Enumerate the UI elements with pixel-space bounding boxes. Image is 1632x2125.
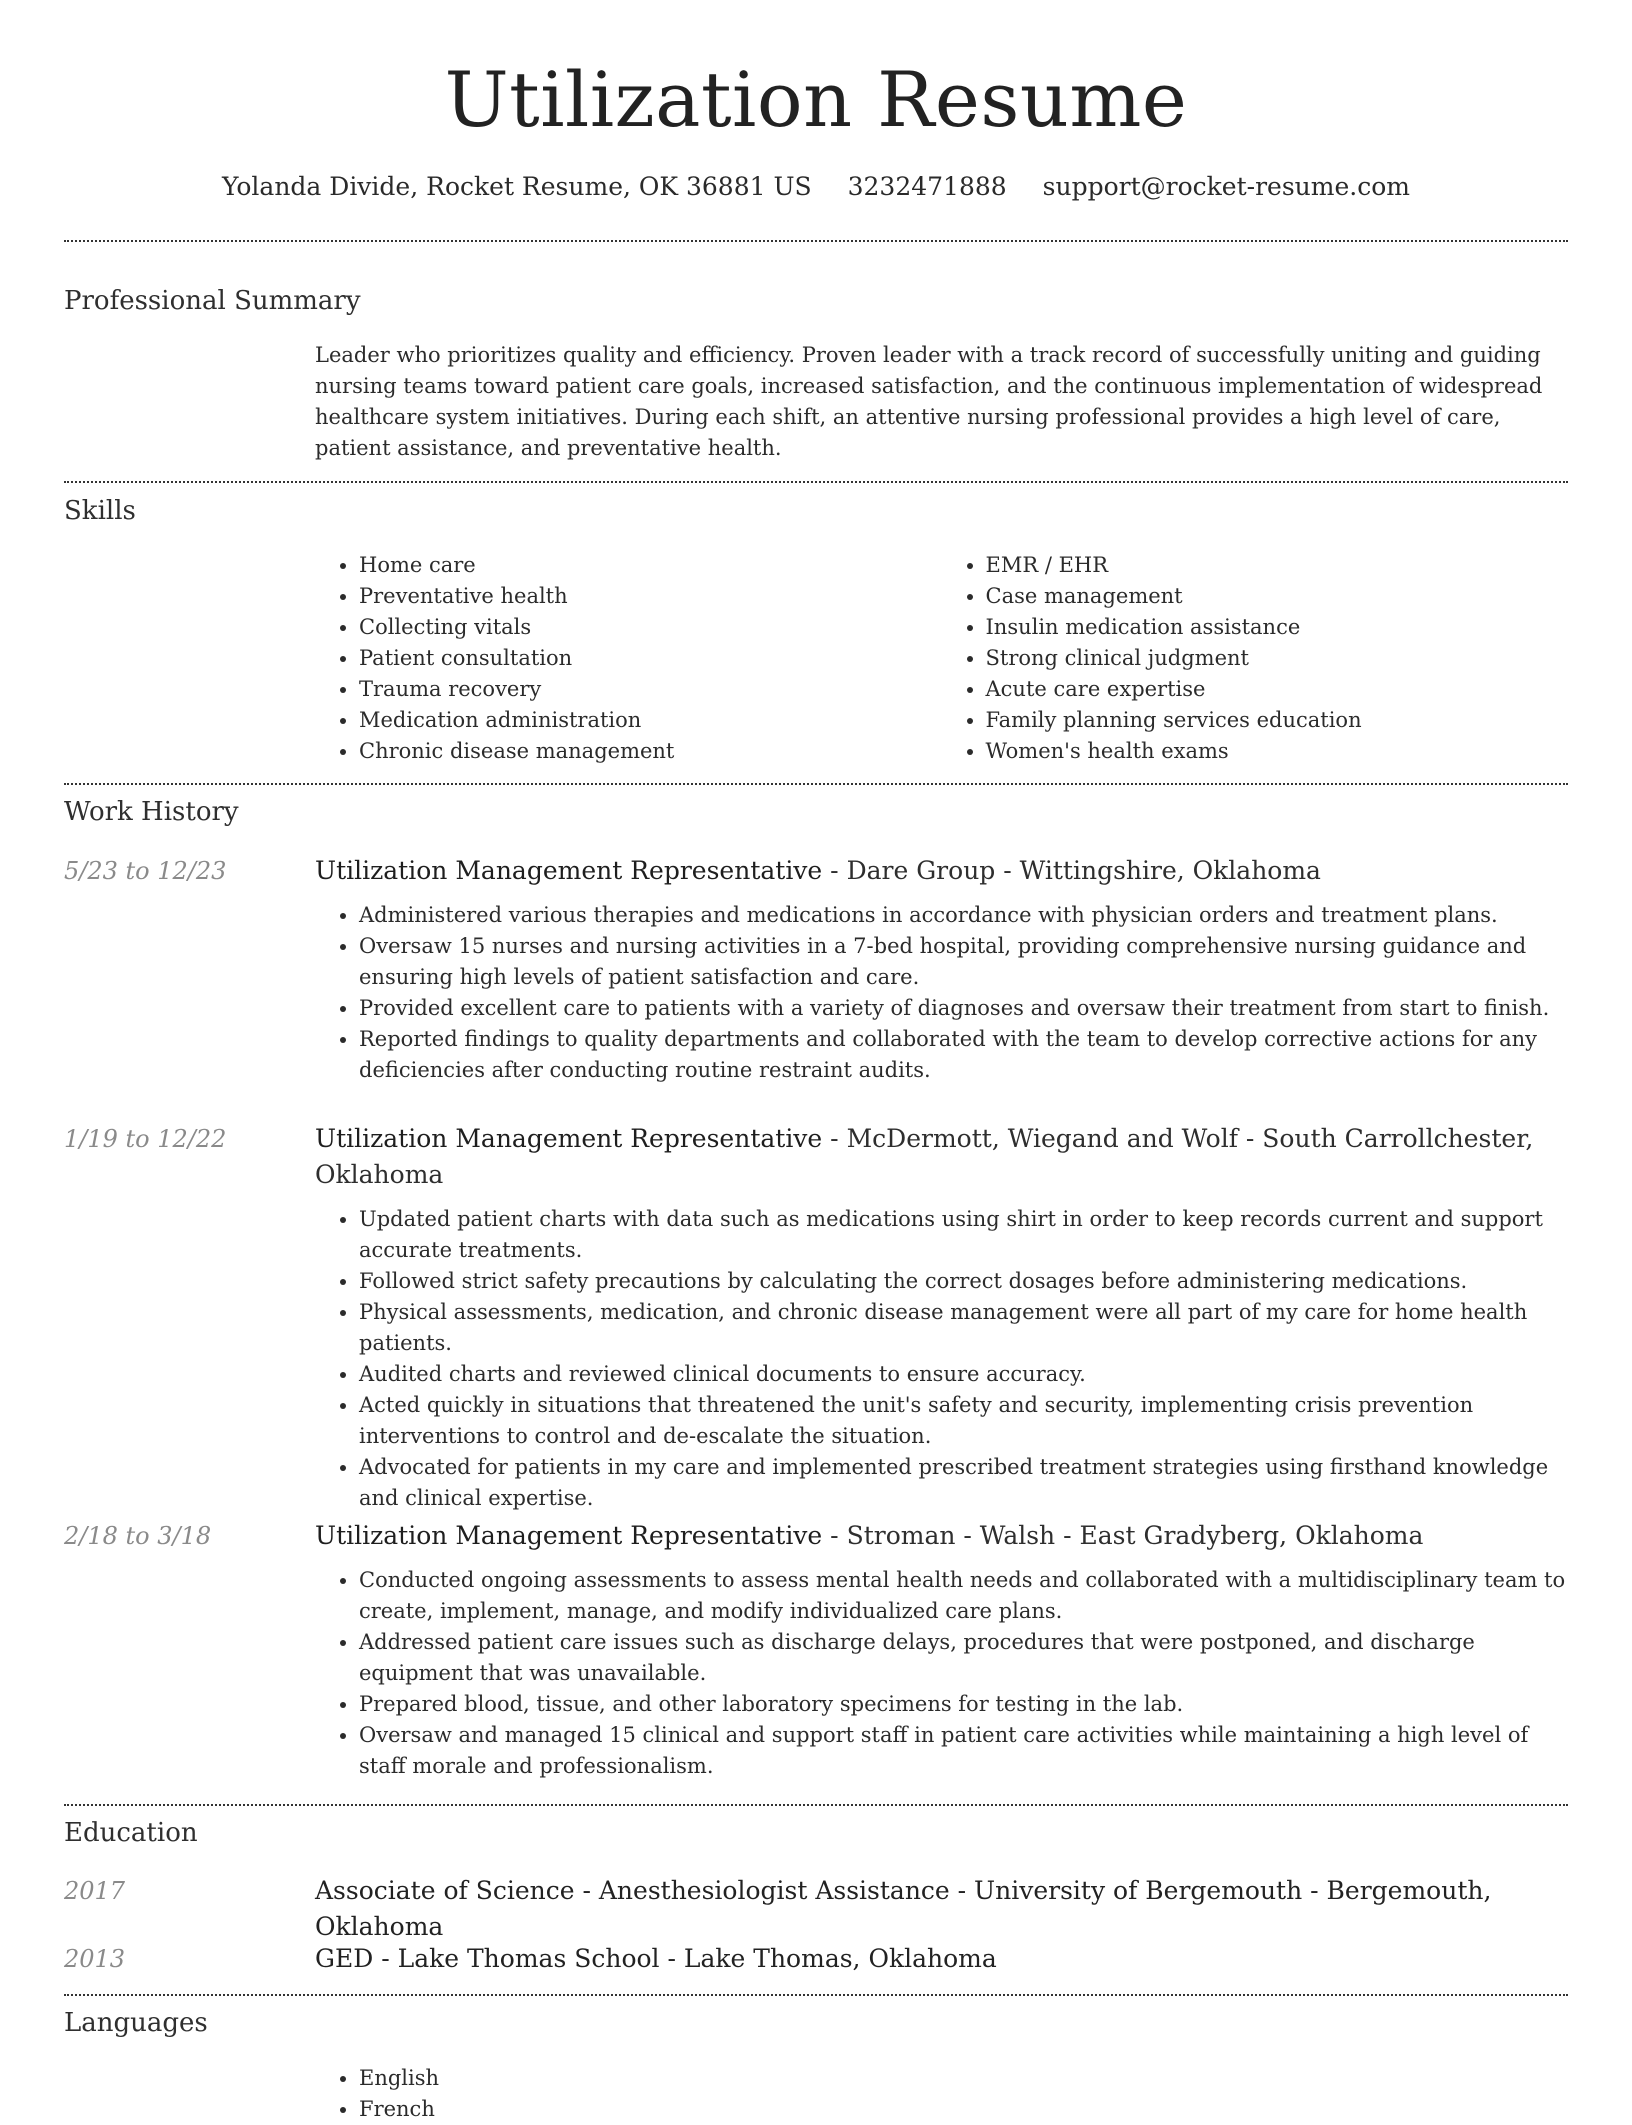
job-role: Utilization Management Representative — [315, 856, 823, 885]
work-heading: Work History — [64, 797, 239, 827]
contact-email: support@rocket-resume.com — [1042, 172, 1410, 201]
job-bullet: • Audited charts and reviewed clinical documents to ensure accuracy. — [359, 1359, 1568, 1390]
education-text: GED - Lake Thomas School - Lake Thomas, Oklahoma — [315, 1944, 997, 1973]
job-bullet: • Reported findings to quality departments and collaborated with the team to develop corrective actions for any deficiencies after conducting routine restraint audits. — [359, 1024, 1568, 1086]
summary-heading: Professional Summary — [64, 286, 361, 316]
language-item: • French — [359, 2094, 1568, 2125]
job-heading — [315, 1518, 1568, 1554]
contact-address: Yolanda Divide, Rocket Resume, OK 36881 US — [222, 172, 812, 201]
skill-item: • Collecting vitals — [359, 612, 942, 643]
job-bullets — [315, 900, 1568, 1086]
job-employer-location: - Stroman - Walsh - East Gradyberg, Oklahoma — [822, 1521, 1424, 1550]
job-entry — [315, 853, 1568, 1086]
job-bullet: • Followed strict safety precautions by calculating the correct dosages before administering medications. — [359, 1266, 1568, 1297]
job-bullet: • Physical assessments, medication, and chronic disease management were all part of my care for home health patients. — [359, 1297, 1568, 1359]
job-heading — [315, 1121, 1568, 1193]
education-heading: Education — [64, 1818, 198, 1848]
job-bullet: • Updated patient charts with data such as medications using shirt in order to keep records current and support accurate treatments. — [359, 1204, 1568, 1266]
skill-item: • Trauma recovery — [359, 674, 942, 705]
skill-item: • Family planning services education — [986, 705, 1569, 736]
skill-item: • Case management — [986, 581, 1569, 612]
skill-item: • Preventative health — [359, 581, 942, 612]
skill-item: • Acute care expertise — [986, 674, 1569, 705]
job-bullets — [315, 1204, 1568, 1514]
job-dates: 2/18 to 3/18 — [64, 1522, 212, 1550]
skill-item: • Women's health exams — [986, 736, 1569, 767]
education-entry — [315, 1873, 1568, 1945]
job-bullet: • Oversaw and managed 15 clinical and support staff in patient care activities while maintaining a high level of staff morale and professionalism. — [359, 1720, 1568, 1782]
summary-body — [315, 340, 1568, 464]
divider — [64, 783, 1568, 785]
summary-text: Leader who prioritizes quality and efficiency. Proven leader with a track record of successfully uniting and guiding nursing teams toward patient care goals, increased satisfaction, and the continuous implementation of widespread healthcare system initiatives. During each shift, an attentive nursing professional provides a high level of care, patient assistance, and preventative health. — [315, 343, 1543, 460]
skill-item: • Chronic disease management — [359, 736, 942, 767]
job-heading — [315, 853, 1568, 889]
job-bullet: • Oversaw 15 nurses and nursing activities in a 7-bed hospital, providing comprehensive nursing guidance and ensuring high levels of patient satisfaction and care. — [359, 931, 1568, 993]
languages-bullets — [315, 2063, 1568, 2125]
skill-item: • Medication administration — [359, 705, 942, 736]
job-bullet: • Advocated for patients in my care and implemented prescribed treatment strategies using firsthand knowledge and clinical expertise. — [359, 1452, 1568, 1514]
contact-phone: 3232471888 — [847, 172, 1007, 201]
job-bullet: • Acted quickly in situations that threatened the unit's safety and security, implementing crisis prevention interventions to control and de-escalate the situation. — [359, 1390, 1568, 1452]
skill-item: • Insulin medication assistance — [986, 612, 1569, 643]
education-entry — [315, 1941, 1568, 1977]
divider — [64, 481, 1568, 483]
job-bullet: • Provided excellent care to patients with a variety of diagnoses and oversaw their treatment from start to finish. — [359, 993, 1568, 1024]
job-bullet: • Conducted ongoing assessments to assess mental health needs and collaborated with a multidisciplinary team to create, implement, manage, and modify individualized care plans. — [359, 1565, 1568, 1627]
skills-heading: Skills — [64, 496, 136, 526]
skill-item: • Strong clinical judgment — [986, 643, 1569, 674]
job-employer-location: - Dare Group - Wittingshire, Oklahoma — [822, 856, 1321, 885]
divider — [64, 1994, 1568, 1996]
job-dates: 5/23 to 12/23 — [64, 857, 227, 885]
job-bullet: • Administered various therapies and medications in accordance with physician orders and treatment plans. — [359, 900, 1568, 931]
skill-item: • Home care — [359, 550, 942, 581]
skills-list — [315, 550, 1568, 767]
job-role: Utilization Management Representative — [315, 1521, 823, 1550]
skills-column-left — [315, 550, 942, 767]
education-year: 2017 — [64, 1877, 126, 1905]
skills-column-right — [942, 550, 1569, 767]
job-bullets — [315, 1565, 1568, 1782]
skill-item: • EMR / EHR — [986, 550, 1569, 581]
education-year: 2013 — [64, 1945, 126, 1973]
divider — [64, 240, 1568, 242]
languages-heading: Languages — [64, 2008, 208, 2038]
language-item: • English — [359, 2063, 1568, 2094]
job-dates: 1/19 to 12/22 — [64, 1125, 227, 1153]
resume-title: Utilization Resume — [444, 55, 1188, 144]
contact-line — [64, 170, 1568, 204]
languages-list — [315, 2063, 1568, 2125]
education-text: Associate of Science - Anesthesiologist Assistance - University of Bergemouth - Bergemouth, Oklahoma — [315, 1876, 1492, 1941]
divider — [64, 1804, 1568, 1806]
job-employer-location: - McDermott, Wiegand and Wolf - South Carrollchester, Oklahoma — [315, 1124, 1534, 1189]
job-role: Utilization Management Representative — [315, 1124, 823, 1153]
job-entry — [315, 1518, 1568, 1782]
job-entry — [315, 1121, 1568, 1514]
resume-page — [64, 0, 1568, 2121]
job-bullet: • Addressed patient care issues such as discharge delays, procedures that were postponed, and discharge equipment that was unavailable. — [359, 1627, 1568, 1689]
job-bullet: • Prepared blood, tissue, and other laboratory specimens for testing in the lab. — [359, 1689, 1568, 1720]
skill-item: • Patient consultation — [359, 643, 942, 674]
